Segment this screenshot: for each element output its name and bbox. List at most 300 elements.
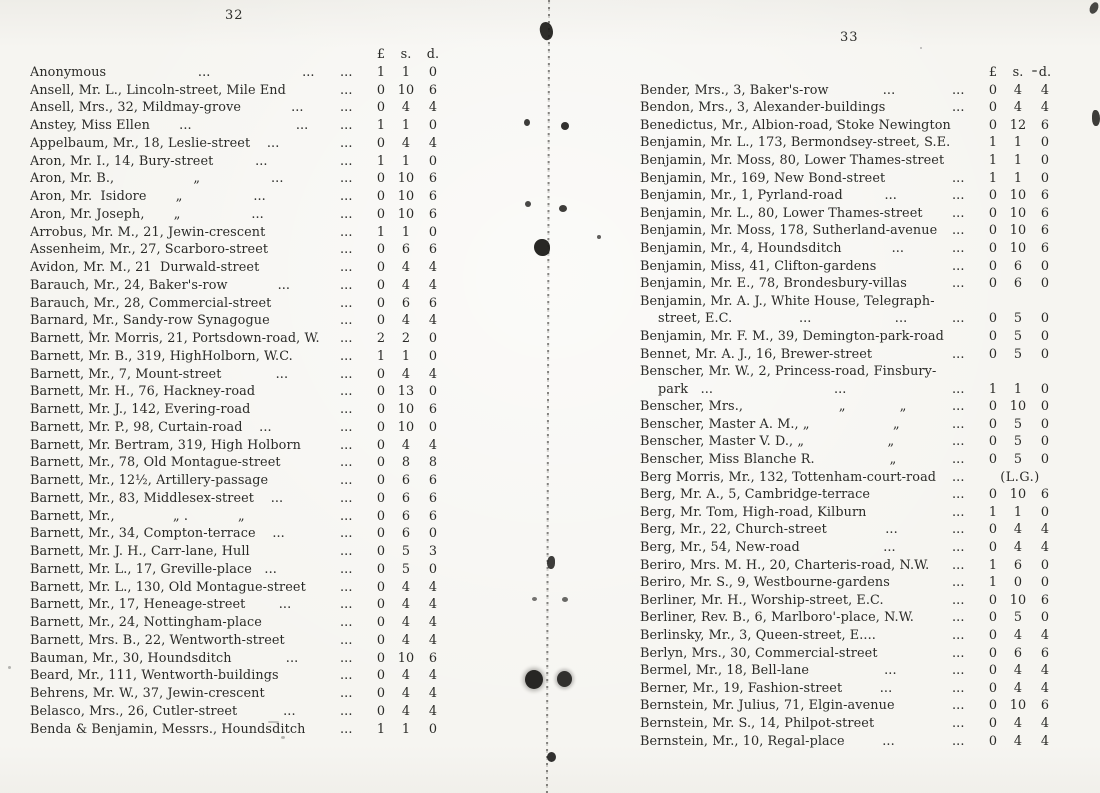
leader-dots: ...: [952, 381, 965, 397]
ledger-row: [640, 134, 1058, 152]
entry-name: Barnard, Mr., Sandy-row Synagogue: [30, 313, 270, 329]
amount-pounds: 0: [988, 399, 998, 415]
leader-dots: ...: [952, 240, 965, 256]
amount-pence: 6: [428, 473, 438, 488]
amount-shillings: 4: [1013, 628, 1023, 643]
amount-pounds: 0: [988, 188, 998, 204]
amount-pounds: 1: [376, 64, 386, 80]
ledger-row: [30, 437, 446, 455]
amount-pounds: 0: [376, 668, 386, 684]
amount-shillings: 5: [1013, 328, 1023, 344]
amount-shillings: 1: [1013, 381, 1023, 397]
amount-pounds: 0: [988, 733, 998, 749]
amount-pounds: 1: [988, 575, 998, 591]
amount-pence: 0: [428, 118, 438, 133]
header-shillings: s.: [400, 47, 412, 62]
ledger-row: [30, 330, 446, 348]
amount-pence: 0: [1040, 311, 1050, 327]
amount-shillings: 5: [1013, 311, 1023, 327]
amount-pounds: 0: [376, 189, 386, 204]
amount-pence: 0: [1040, 152, 1050, 168]
amount-pounds: 0: [376, 490, 386, 506]
amount-pounds: 0: [376, 295, 386, 311]
amount-shillings: 6: [401, 242, 411, 258]
entry-name: Benjamin, Mr. Moss, 80, Lower Thames-street: [640, 152, 945, 168]
amount-pence: 4: [428, 597, 438, 613]
ledger-row: [30, 135, 446, 153]
amount-shillings: 5: [401, 561, 411, 577]
amount-shillings: 1: [401, 224, 411, 240]
entry-name: Bernstein, Mr. Julius, 71, Elgin-avenue: [640, 698, 895, 714]
amount-pence: 4: [1040, 82, 1050, 98]
amount-shillings: 10: [397, 82, 415, 98]
amount-shillings: 6: [401, 526, 411, 542]
amount-pence: 6: [428, 206, 438, 222]
ledger-row: [30, 650, 446, 668]
ledger-row: [640, 187, 1058, 205]
entry-name: Berg, Mr. A., 5, Cambridge-terrace: [640, 487, 871, 503]
amount-pence: 0: [1040, 452, 1050, 468]
ledger-row: [640, 574, 1058, 592]
ledger-row: [30, 508, 446, 526]
amount-shillings: 4: [1013, 715, 1023, 731]
amount-shillings: 10: [397, 189, 415, 204]
entry-name: Benedictus, Mr., Albion-road, Stoke Newington: [640, 117, 951, 133]
leader-dots: ...: [952, 100, 965, 116]
leader-dots: ...: [952, 715, 965, 731]
ink-speck: [1092, 110, 1100, 126]
entry-name: Bernstein, Mr., 10, Regal-place ...: [640, 733, 895, 749]
amount-pence: 6: [428, 490, 438, 506]
leader-dots: ...: [340, 82, 353, 98]
ledger-row: [30, 596, 446, 614]
amount-pounds: 0: [988, 223, 998, 239]
amount-pounds: 0: [376, 402, 386, 417]
entry-name: Benjamin, Mr., 1, Pyrland-road ...: [640, 188, 897, 204]
entry-name: Bauman, Mr., 30, Houndsditch ...: [30, 650, 299, 666]
entry-name: Ansell, Mr. L., Lincoln-street, Mile End: [30, 82, 286, 98]
amount-pounds: 1: [988, 557, 998, 573]
amount-pounds: 0: [376, 615, 386, 630]
ledger-row: [640, 504, 1058, 522]
ledger-row: [640, 433, 1058, 451]
ledger-row: [640, 662, 1058, 680]
entry-name: Berliner, Rev. B., 6, Marlboro'-place, N.W.: [640, 610, 914, 626]
amount-pounds: 0: [988, 715, 998, 731]
ledger-row: [640, 645, 1058, 663]
entry-name: Barnett, Mr. L., 17, Greville-place ...: [30, 561, 277, 577]
amount-pence: 6: [1040, 205, 1050, 221]
ledger-row: [640, 240, 1058, 258]
header-pounds: £: [376, 47, 386, 62]
leader-dots: ...: [952, 680, 965, 696]
ledger-row: [640, 99, 1058, 117]
ink-speck: [8, 666, 11, 669]
leader-dots: ...: [340, 135, 353, 151]
entry-name: Barnett, Mr., 12½, Artillery-passage: [30, 473, 269, 488]
header-shillings: s.: [1012, 65, 1024, 80]
leader-dots: ...: [952, 504, 965, 520]
amount-pounds: 0: [988, 628, 998, 643]
amount-pence: 4: [428, 260, 438, 275]
amount-pounds: 0: [376, 242, 386, 258]
leader-dots: ...: [340, 650, 353, 666]
ledger-row: [30, 366, 446, 384]
ink-speck: [920, 47, 922, 49]
ledger-row: [640, 310, 1058, 328]
leader-dots: ...: [340, 490, 353, 506]
leader-dots: ...: [340, 632, 353, 648]
amount-pounds: 1: [376, 721, 386, 737]
leader-dots: ...: [952, 540, 965, 556]
entry-name: Barauch, Mr., 28, Commercial-street: [30, 295, 272, 311]
leader-dots: ...: [340, 668, 353, 684]
amount-pounds: 0: [376, 508, 386, 524]
leader-dots: ...: [340, 313, 353, 329]
entry-name: Benjamin, Mr., 4, Houndsditch ...: [640, 240, 905, 256]
ledger-row: [30, 685, 446, 703]
entry-name: Barnett, Mr., 78, Old Montague-street: [30, 455, 281, 471]
ledger-row: [640, 275, 1058, 293]
ledger-row: [30, 543, 446, 561]
amount-pounds: 0: [376, 384, 386, 400]
entry-name: Bendon, Mrs., 3, Alexander-buildings: [640, 100, 886, 116]
amount-pence: 0: [428, 348, 438, 364]
entry-name: Berlinsky, Mr., 3, Queen-street, E....: [640, 628, 876, 643]
amount-pounds: 0: [376, 650, 386, 666]
amount-shillings: 6: [401, 473, 411, 488]
ledger-row: [640, 539, 1058, 557]
leader-dots: ...: [340, 331, 353, 346]
column-headers-left: [30, 46, 446, 64]
ink-speck: [597, 235, 601, 239]
amount-pounds: 0: [376, 703, 386, 719]
entry-name: Barnett, Mr. J., 142, Evering-road: [30, 402, 251, 417]
amount-shillings: 1: [401, 118, 411, 133]
amount-shillings: 1: [1013, 504, 1023, 520]
amount-pence: 6: [1040, 117, 1050, 133]
amount-pence: 6: [428, 82, 438, 98]
leader-dots: ...: [340, 686, 353, 701]
amount-shillings: 4: [1013, 522, 1023, 538]
amount-shillings: 10: [1009, 223, 1027, 239]
amount-pence: 0: [1040, 346, 1050, 362]
leader-dots: ...: [952, 188, 965, 204]
entry-name: Berner, Mr., 19, Fashion-street ...: [640, 680, 893, 696]
amount-pence: 4: [428, 668, 438, 684]
amount-pence: 0: [428, 224, 438, 240]
amount-shillings: 10: [397, 206, 415, 222]
amount-pounds: 0: [988, 610, 998, 626]
leader-dots: ...: [952, 205, 965, 221]
ledger-row: [30, 206, 446, 224]
amount-shillings: 4: [1013, 82, 1023, 98]
leader-dots: ...: [952, 469, 965, 485]
amount-pence: 8: [428, 455, 438, 471]
amount-pence: 4: [428, 277, 438, 293]
ledger-row: [640, 416, 1058, 434]
amount-pence: 4: [428, 615, 438, 630]
ledger-row: [640, 293, 1058, 311]
amount-pounds: 0: [988, 592, 998, 608]
amount-pence: 3: [428, 544, 438, 559]
entry-name: Bennet, Mr. A. J., 16, Brewer-street: [640, 346, 873, 362]
amount-pounds: 0: [376, 277, 386, 293]
amount-pence: 0: [1040, 381, 1050, 397]
leader-dots: ...: [340, 437, 353, 453]
entry-name: Barnett, Mr., 83, Middlesex-street ...: [30, 490, 284, 506]
leader-dots: ...: [952, 311, 965, 327]
amount-pounds: 0: [988, 258, 998, 274]
amount-pence: 0: [428, 419, 438, 435]
leader-dots: ...: [952, 645, 965, 661]
amount-shillings: 4: [401, 579, 411, 595]
entry-name: Benjamin, Mr. A. J., White House, Telegraph-: [640, 293, 935, 309]
leader-dots: ...: [340, 455, 353, 471]
ledger-row: [640, 451, 1058, 469]
leader-dots: ...: [340, 473, 353, 488]
amount-pounds: 0: [376, 260, 386, 275]
ledger-row: [640, 592, 1058, 610]
amount-pounds: 0: [376, 206, 386, 222]
ledger-row: [640, 680, 1058, 698]
entry-name: Barnett, Mrs. B., 22, Wentworth-street: [30, 632, 285, 648]
subscriber-list-right: [640, 82, 1058, 751]
leader-dots: ...: [952, 276, 965, 292]
amount-shillings: 6: [1013, 258, 1023, 274]
amount-pence: 6: [1040, 698, 1050, 714]
amount-pounds: 1: [376, 224, 386, 240]
leader-dots: ...: [340, 277, 353, 293]
amount-pence: 6: [1040, 240, 1050, 256]
leader-dots: ...: [340, 242, 353, 258]
amount-pence: 6: [1040, 223, 1050, 239]
entry-name: Berg, Mr. Tom, High-road, Kilburn: [640, 504, 867, 520]
ledger-row: [640, 469, 1058, 487]
subscriber-list-left: [30, 64, 446, 739]
ledger-row: [640, 557, 1058, 575]
amount-pounds: 0: [376, 366, 386, 382]
ledger-row: [640, 328, 1058, 346]
leader-dots: ...: [340, 118, 353, 133]
amount-pence: 0: [1040, 575, 1050, 591]
leader-dots: ...: [952, 416, 965, 432]
amount-shillings: 8: [401, 455, 411, 471]
amount-pence: 4: [428, 313, 438, 329]
amount-pence: 0: [1040, 258, 1050, 274]
amount-pence: 6: [1040, 645, 1050, 661]
amount-pence: 0: [428, 153, 438, 169]
amount-pounds: 0: [376, 473, 386, 488]
ledger-row: [30, 472, 446, 490]
leader-dots: ...: [952, 258, 965, 274]
entry-name: Benscher, Master V. D., „ „: [640, 434, 895, 450]
ledger-row: [30, 614, 446, 632]
amount-pence: 4: [428, 703, 438, 719]
entry-name: Belasco, Mrs., 26, Cutler-street ...: [30, 703, 296, 719]
amount-shillings: 6: [1013, 645, 1023, 661]
leader-dots: ...: [952, 223, 965, 239]
ledger-row: [30, 632, 446, 650]
amount-pounds: 0: [988, 698, 998, 714]
leader-dots: ...: [340, 295, 353, 311]
amount-pounds: 1: [988, 381, 998, 397]
amount-pence: 4: [428, 100, 438, 116]
ink-speck: [525, 201, 531, 207]
amount-shillings: 2: [401, 331, 411, 346]
entry-name: Aron, Mr. B., „ ...: [30, 171, 284, 187]
ink-speck: [547, 752, 556, 762]
entry-name: Barnett, Mr. P., 98, Curtain-road ...: [30, 419, 272, 435]
amount-shillings: 1: [401, 153, 411, 169]
entry-name: Benjamin, Mr. F. M., 39, Demington-park-road: [640, 328, 944, 344]
amount-pounds: 1: [376, 118, 386, 133]
amount-shillings: 10: [1009, 487, 1027, 503]
ink-speck: [537, 20, 555, 41]
entry-name: street, E.C. ... ...: [658, 311, 908, 327]
amount-shillings: 13: [397, 384, 415, 400]
page-number-right: 33: [840, 30, 859, 45]
header-pence: d.: [426, 47, 440, 62]
entry-name: Bernstein, Mr. S., 14, Philpot-street: [640, 715, 875, 731]
amount-pence: 4: [428, 366, 438, 382]
amount-pence: 0: [1040, 504, 1050, 520]
amount-pounds: 0: [988, 452, 998, 468]
ink-speck: [547, 556, 555, 569]
ink-speck: [534, 239, 550, 256]
amount-pounds: 0: [988, 522, 998, 538]
amount-shillings: 6: [401, 490, 411, 506]
ledger-row: [30, 170, 446, 188]
amount-shillings: 4: [401, 686, 411, 701]
amount-shillings: 4: [401, 597, 411, 613]
amount-shillings: 4: [401, 260, 411, 275]
amount-pence: 4: [1040, 100, 1050, 116]
entry-name: Benscher, Miss Blanche R. „: [640, 452, 897, 468]
amount-pounds: 0: [988, 117, 998, 133]
amount-pounds: 0: [376, 561, 386, 577]
ink-speck: [532, 597, 537, 601]
amount-shillings: 4: [401, 632, 411, 648]
leader-dots: ...: [340, 206, 353, 222]
leader-dots: ...: [340, 189, 353, 204]
amount-pounds: 0: [988, 663, 998, 679]
amount-pounds: 0: [988, 311, 998, 327]
ledger-row: [640, 152, 1058, 170]
leader-dots: ...: [340, 64, 353, 80]
ledger-row: [30, 419, 446, 437]
amount-pence: 0: [428, 721, 438, 737]
ledger-row: [640, 697, 1058, 715]
amount-pounds: 0: [988, 680, 998, 696]
amount-shillings: 10: [1009, 698, 1027, 714]
ledger-row: [30, 188, 446, 206]
header-pence: d.: [1038, 65, 1052, 80]
amount-pounds: 0: [988, 434, 998, 450]
leader-dots: ...: [340, 348, 353, 364]
ledger-row: [640, 381, 1058, 399]
ledger-row: [640, 609, 1058, 627]
amount-pounds: 0: [988, 487, 998, 503]
amount-pence: 0: [1040, 399, 1050, 415]
amount-shillings: 4: [1013, 733, 1023, 749]
entry-name: Benjamin, Miss, 41, Clifton-gardens: [640, 258, 877, 274]
ledger-row: [30, 667, 446, 685]
amount-pence: 6: [1040, 188, 1050, 204]
amount-shillings: 4: [401, 615, 411, 630]
leader-dots: ...: [952, 557, 965, 573]
amount-pounds: 0: [376, 686, 386, 701]
ledger-row: [30, 277, 446, 295]
leader-dots: ...: [952, 399, 965, 415]
ledger-row: [640, 715, 1058, 733]
entry-name: Avidon, Mr. M., 21 Durwald-street: [30, 260, 260, 275]
amount-pounds: 0: [376, 544, 386, 559]
amount-shillings: 12: [1009, 117, 1027, 133]
amount-shillings: 4: [1013, 663, 1023, 679]
ledger-row: [640, 222, 1058, 240]
amount-pence: 0: [1040, 434, 1050, 450]
entry-name: Anonymous ... ...: [30, 64, 315, 80]
amount-pounds: 0: [376, 313, 386, 329]
amount-pounds: 0: [376, 437, 386, 453]
amount-pence: 0: [428, 526, 438, 542]
amount-pounds: 0: [988, 205, 998, 221]
amount-pence: 0: [1040, 416, 1050, 432]
entry-name: Berg, Mr., 22, Church-street ...: [640, 522, 898, 538]
entry-name: Benscher, Mrs., „ „: [640, 399, 907, 415]
amount-pounds: 1: [988, 135, 998, 151]
amount-pence: 4: [1040, 663, 1050, 679]
entry-name: Ansell, Mrs., 32, Mildmay-grove ...: [30, 100, 304, 116]
leader-dots: ...: [952, 346, 965, 362]
amount-pence: 6: [428, 508, 438, 524]
entry-name: Barnett, Mr. Bertram, 319, High Holborn: [30, 437, 302, 453]
leader-dots: ...: [952, 82, 965, 98]
ledger-row: [640, 82, 1058, 100]
ledger-row: [640, 363, 1058, 381]
leader-dots: ...: [952, 733, 965, 749]
amount-pounds: 1: [988, 504, 998, 520]
entry-name: Barnett, Mr., 7, Mount-street ...: [30, 366, 289, 382]
entry-name: Aron, Mr. Isidore „ ...: [30, 189, 266, 204]
ink-speck: [1088, 1, 1100, 15]
amount-shillings: 1: [401, 64, 411, 80]
amount-pence: 6: [1040, 487, 1050, 503]
ink-speck: [562, 597, 568, 602]
amount-shillings: 10: [1009, 205, 1027, 221]
amount-shillings: 10: [397, 171, 415, 187]
entry-name: Benjamin, Mr. L., 173, Bermondsey-street, S.E.: [640, 135, 951, 151]
amount-pence: 4: [428, 579, 438, 595]
entry-name: Barnett, Mr., „ . „: [30, 508, 245, 524]
amount-pounds: 0: [376, 579, 386, 595]
amount-shillings: 10: [1009, 240, 1027, 256]
ledger-row: [30, 703, 446, 721]
amount-shillings: 5: [1013, 416, 1023, 432]
leader-dots: ...: [340, 703, 353, 719]
leader-dots: ...: [340, 384, 353, 400]
leader-dots: ...: [340, 721, 353, 737]
ledger-row: [30, 490, 446, 508]
leader-dots: ...: [340, 100, 353, 116]
amount-pence: 4: [428, 437, 438, 453]
amount-shillings: 4: [401, 135, 411, 151]
amount-pence: 4: [1040, 715, 1050, 731]
entry-name: Berg, Mr., 54, New-road ...: [640, 540, 896, 556]
left-page-column: [30, 46, 446, 738]
entry-name: Barnett, Mr. L., 130, Old Montague-street: [30, 579, 306, 595]
